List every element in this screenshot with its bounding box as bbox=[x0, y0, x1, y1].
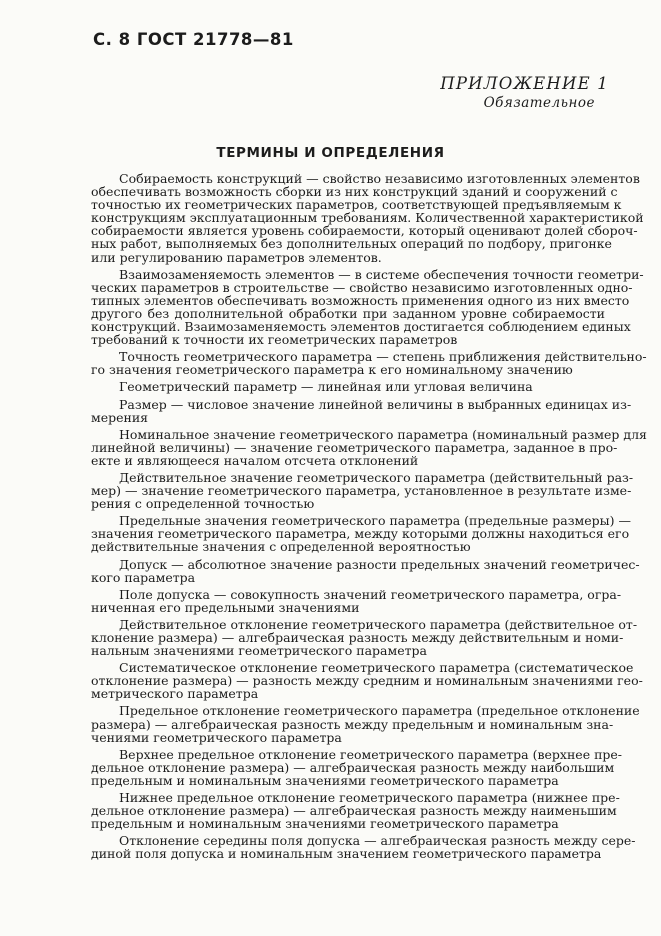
text-line: Предельные значения геометрического параметра (предельные размеры) — bbox=[119, 513, 631, 529]
text-line: обеспечивать возможность сборки из них конструкций зданий и сооружений с bbox=[91, 184, 618, 200]
text-line: метрического параметра bbox=[91, 686, 259, 702]
text-line: действительные значения с определенной вероятностью bbox=[91, 539, 471, 555]
text-line: Геометрический параметр — линейная или угловая величина bbox=[119, 379, 533, 395]
definition-paragraph bbox=[91, 469, 634, 512]
appendix-status: Обязательное bbox=[483, 95, 595, 111]
text-line: рения с определенной точностью bbox=[91, 496, 315, 512]
text-line: Номинальное значение геометрического параметра (номинальный размер для bbox=[119, 426, 647, 442]
text-line: Допуск — абсолютное значение разности предельных значений геометричес- bbox=[119, 556, 640, 572]
definition-paragraph bbox=[91, 833, 636, 862]
definition-paragraph bbox=[91, 556, 640, 585]
text-line: Отклонение середины поля допуска — алгебраическая разность между сере- bbox=[119, 833, 636, 849]
text-line: диной поля допуска и номинальным значением геометрического параметра bbox=[91, 846, 602, 862]
text-line: Собираемость конструкций — свойство независимо изготовленных элементов bbox=[119, 171, 640, 186]
text-line: собираемости является уровень собираемости, который оценивают долей сбороч- bbox=[91, 223, 638, 239]
text-line: клонение размера) — алгебраическая разность между действительным и номи- bbox=[91, 630, 624, 645]
text-line: дельное отклонение размера) — алгебраическая разность между наибольшим bbox=[91, 759, 615, 775]
definition-paragraph bbox=[91, 586, 622, 615]
text-line: конструкций. Взаимозаменяемость элементов достигается соблюдением единых bbox=[91, 319, 631, 335]
text-line: ных работ, выполняемых без дополнительных операций по подбору, пригонке bbox=[91, 236, 612, 252]
text-line: линейной величины) — значение геометрического параметра, заданное в про- bbox=[91, 439, 618, 455]
text-line: конструкциям эксплуатационным требованиям. Количественной характеристикой bbox=[91, 210, 644, 226]
text-line: мерения bbox=[91, 409, 149, 425]
text-line: или регулированию параметров элементов. bbox=[91, 249, 382, 265]
text-line: значения геометрического параметра, между которыми должны находиться его bbox=[91, 526, 630, 542]
text-line: предельным и номинальным значениями геометрического параметра bbox=[91, 772, 559, 788]
text-line: екте и являющееся началом отсчета отклонений bbox=[91, 452, 419, 468]
text-line: ческих параметров в строительстве — свойство независимо изготовленных одно- bbox=[91, 279, 633, 295]
text-line: точностью их геометрических параметров, соответствующей предъявляемым к bbox=[91, 197, 622, 213]
text-line: Взаимозаменяемость элементов — в системе обеспечения точности геометри- bbox=[119, 266, 644, 282]
definition-paragraph bbox=[91, 790, 620, 832]
definition-paragraph bbox=[91, 660, 643, 702]
definitions-body bbox=[91, 171, 647, 865]
definition-paragraph bbox=[91, 703, 640, 745]
text-line: кого параметра bbox=[91, 569, 196, 585]
text-line: дельное отклонение размера) — алгебраическая разность между наименьшим bbox=[91, 803, 617, 819]
page-header: С. 8 ГОСТ 21778—81 bbox=[93, 30, 294, 49]
definition-paragraph bbox=[91, 513, 631, 555]
text-line: другого без дополнительной обработки при заданном уровне собираемости bbox=[91, 305, 605, 321]
definition-paragraph bbox=[91, 426, 647, 468]
text-line: Размер — числовое значение линейной величины в выбранных единицах из- bbox=[119, 396, 632, 412]
appendix-label: ПРИЛОЖЕНИЕ 1 bbox=[440, 74, 609, 93]
text-line: требований к точности их геометрических параметров bbox=[91, 332, 458, 348]
definition-paragraph bbox=[91, 616, 638, 659]
text-line: Точность геометрического параметра — степень приближения действительно- bbox=[119, 349, 647, 365]
text-line: Поле допуска — совокупность значений геометрического параметра, огра- bbox=[119, 586, 622, 602]
definition-paragraph bbox=[91, 396, 632, 425]
text-line: Систематическое отклонение геометрического параметра (систематическое bbox=[119, 660, 634, 676]
text-line: мер) — значение геометрического параметра, установленное в результате изме- bbox=[91, 483, 632, 499]
text-line: Действительное отклонение геометрического параметра (действительное от- bbox=[119, 616, 638, 632]
text-line: чениями геометрического параметра bbox=[91, 729, 342, 745]
text-line: го значения геометрического параметра к его номинальному значению bbox=[91, 362, 573, 378]
text-line: ниченная его предельными значениями bbox=[91, 599, 360, 615]
text-line: типных элементов обеспечивать возможность применения одного из них вместо bbox=[91, 292, 630, 308]
text-line: размера) — алгебраическая разность между предельным и номинальным зна- bbox=[91, 716, 614, 732]
text-line: Предельное отклонение геометрического параметра (предельное отклонение bbox=[119, 703, 640, 719]
definition-paragraph bbox=[91, 266, 644, 348]
text-line: предельным и номинальным значениями геометрического параметра bbox=[91, 816, 559, 832]
definition-paragraph bbox=[91, 349, 647, 378]
definition-paragraph bbox=[91, 746, 623, 788]
text-line: нальным значениями геометрического параметра bbox=[91, 643, 427, 659]
section-title: ТЕРМИНЫ И ОПРЕДЕЛЕНИЯ bbox=[216, 145, 445, 161]
text-line: Верхнее предельное отклонение геометрического параметра (верхнее пре- bbox=[119, 746, 623, 762]
text-line: отклонение размера) — разность между средним и номинальным значениями гео- bbox=[91, 673, 643, 689]
text-line: Нижнее предельное отклонение геометрического параметра (нижнее пре- bbox=[119, 790, 620, 806]
text-line: Действительное значение геометрического параметра (действительный раз- bbox=[119, 469, 634, 485]
definition-paragraph bbox=[91, 380, 605, 393]
definition-paragraph bbox=[91, 171, 644, 265]
